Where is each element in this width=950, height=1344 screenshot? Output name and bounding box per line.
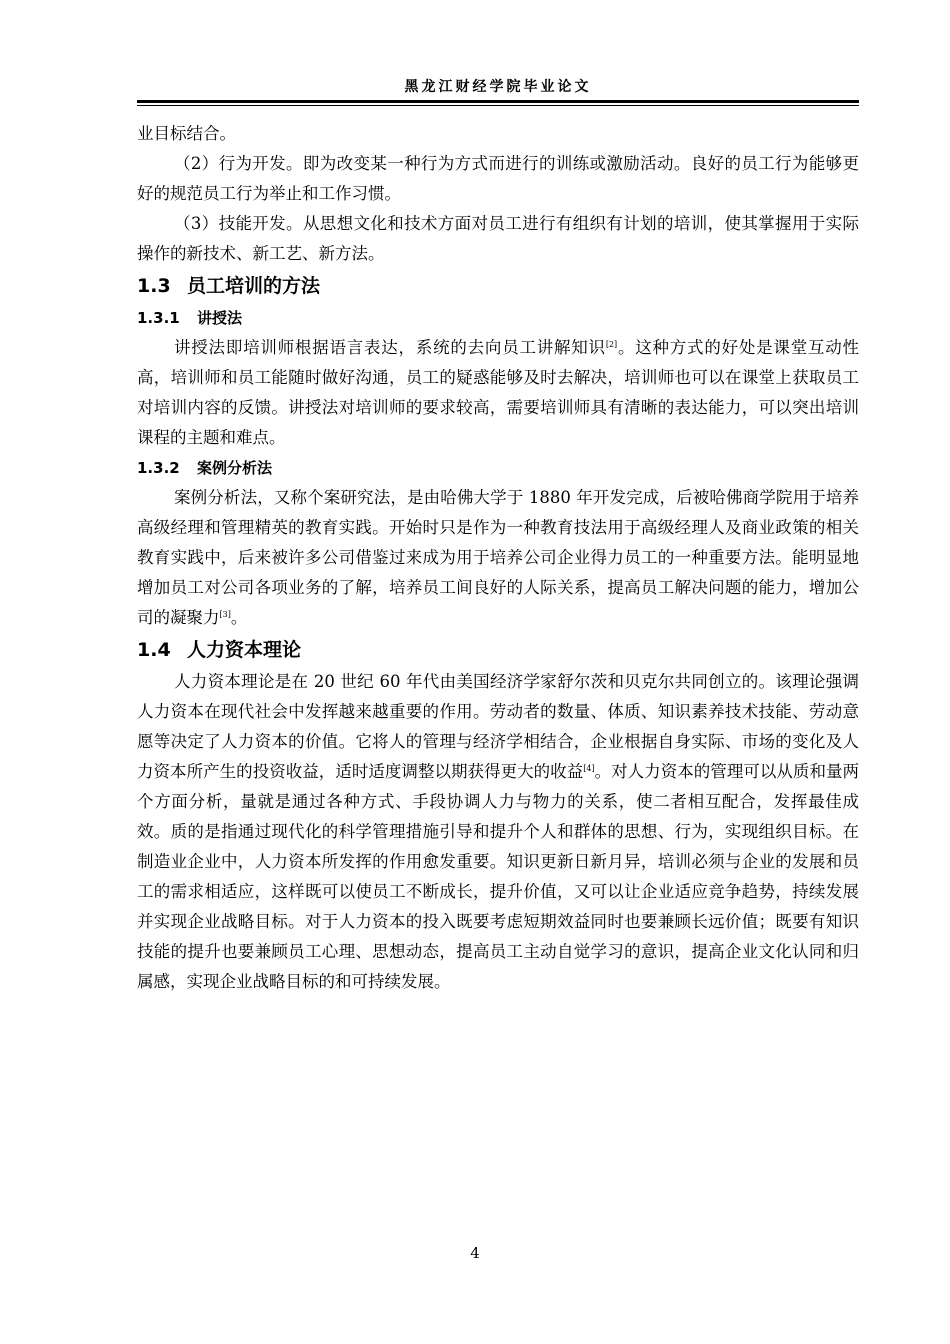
section-title: 案例分析法	[197, 459, 273, 477]
paragraph-text: 案例分析法，又称个案研究法，是由哈佛大学于 1880 年开发完成，后被哈佛商学院用于培养高级经理和管理精英的教育实践。开始时只是作为一种教育技法用于高级经理人及商业政策的相关教育实践中，后来被许多公司借鉴过来成为用于培养公司企业得力员工的一种重要方法。能明显地增加员工对公司各项业务的了解，培养员工间良好的人际关系，提高员工解决问题的能力，增加公司的凝聚力	[137, 488, 859, 627]
paragraph-case-method	[137, 483, 859, 633]
citation-ref: [3]	[219, 610, 231, 619]
paragraph-skill-development: （3）技能开发。从思想文化和技术方面对员工进行有组织有计划的培训，使其掌握用于实际操作的新技术、新工艺、新方法。	[137, 214, 859, 263]
header-rule-thick	[137, 100, 859, 103]
paragraph-behavior-development: （2）行为开发。即为改变某一种行为方式而进行的训练或激励活动。良好的员工行为能够更好的规范员工行为举止和工作习惯。	[137, 154, 859, 203]
section-title: 讲授法	[197, 309, 243, 327]
section-number: 1.3	[137, 275, 171, 297]
section-title: 员工培训的方法	[187, 275, 321, 297]
section-number: 1.3.2	[137, 459, 180, 477]
citation-ref: [4]	[583, 764, 595, 773]
paragraph-human-capital	[137, 667, 859, 997]
section-title: 人力资本理论	[187, 639, 302, 661]
section-heading-1-3-1	[137, 303, 859, 333]
section-heading-1-3-2	[137, 453, 859, 483]
section-number: 1.3.1	[137, 309, 180, 327]
page-number: 4	[470, 1244, 480, 1262]
paragraph-continuation: 业目标结合。	[137, 124, 236, 143]
paragraph-text: 人力资本理论是在 20 世纪 60 年代由美国经济学家舒尔茨和贝克尔共同创立的。该理论强调人力资本在现代社会中发挥越来越重要的作用。劳动者的数量、体质、知识素养技术技能、劳动意愿等决定了人力资本的价值。它将人的管理与经济学相结合，企业根据自身实际、市场的变化及人力资本所产生的投资收益，适时适度调整以期获得更大的收益	[137, 672, 859, 781]
paragraph-text: 。	[230, 608, 248, 627]
section-heading-1-4	[137, 633, 859, 667]
paragraph-lecture-method	[137, 333, 859, 453]
section-heading-1-3	[137, 269, 859, 303]
document-body	[137, 119, 859, 997]
page-header-title: 黑龙江财经学院毕业论文	[404, 79, 592, 95]
paragraph-text: 。对人力资本的管理可以从质和量两个方面分析，量就是通过各种方式、手段协调人力与物力的关系，使二者相互配合，发挥最佳成效。质的是指通过现代化的科学管理措施引导和提升个人和群体的思想、行为，实现组织目标。在制造业企业中，人力资本所发挥的作用愈发重要。知识更新日新月异，培训必须与企业的发展和员工的需求相适应，这样既可以使员工不断成长，提升价值，又可以让企业适应竞争趋势，持续发展并实现企业战略目标。对于人力资本的投入既要考虑短期效益同时也要兼顾长远价值；既要有知识技能的提升也要兼顾员工心理、思想动态，提高员工主动自觉学习的意识，提高企业文化认同和归属感，实现企业战略目标的和可持续发展。	[137, 762, 860, 991]
paragraph-text: 讲授法即培训师根据语言表达，系统的去向员工讲解知识	[174, 338, 606, 357]
header-rule-thin	[137, 105, 859, 106]
paragraph-text: 。这种方式的好处是课堂互动性高，培训师和员工能随时做好沟通，员工的疑惑能够及时去解决，培训师也可以在课堂上获取员工对培训内容的反馈。讲授法对培训师的要求较高，需要培训师具有清晰的表达能力，可以突出培训课程的主题和难点。	[137, 338, 860, 447]
citation-ref: [2]	[605, 340, 618, 349]
section-number: 1.4	[137, 639, 171, 661]
